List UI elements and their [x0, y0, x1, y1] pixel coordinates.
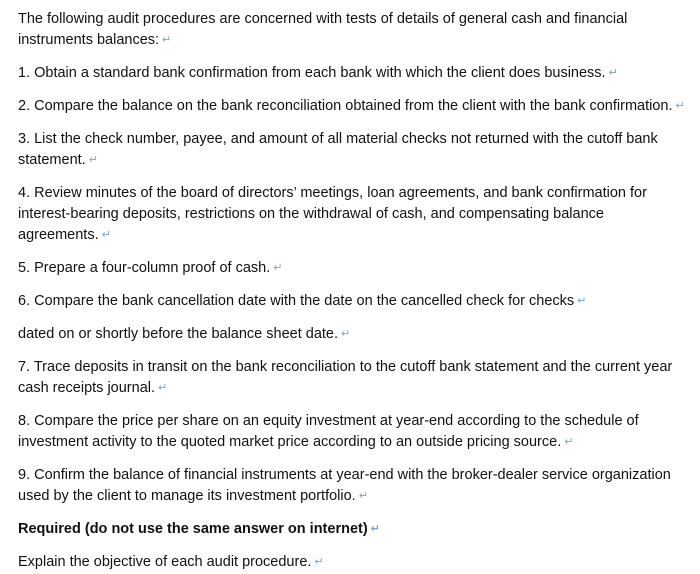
procedure-text: 6. Compare the bank cancellation date with the date on the cancelled check for checks	[18, 293, 575, 309]
procedure-text: 9. Confirm the balance of financial instruments at year-end with the broker-dealer service organization used by the client to manage its investment portfolio.	[18, 467, 671, 504]
procedure-text: 7. Trace deposits in transit on the bank reconciliation to the cutoff bank statement and the current year cash receipts journal.	[18, 359, 673, 396]
required-text: Required (do not use the same answer on internet)	[18, 521, 368, 537]
procedure-text: 4. Review minutes of the board of directors’ meetings, loan agreements, and bank confirmation for interest-bearing deposits, restrictions on the withdrawal of cash, and compensating balance agreements.	[18, 185, 647, 243]
document-body	[18, 9, 690, 574]
intro-text: The following audit procedures are concerned with tests of details of general cash and financial instruments balances:	[18, 11, 628, 48]
paragraph-mark-icon: ↵	[564, 436, 574, 448]
procedure-item-9	[18, 465, 690, 508]
procedure-text: 5. Prepare a four-column proof of cash.	[18, 260, 271, 276]
procedure-text: 1. Obtain a standard bank confirmation from each bank with which the client does business.	[18, 65, 606, 81]
paragraph-mark-icon: ↵	[675, 100, 685, 112]
paragraph-mark-icon: ↵	[273, 262, 283, 274]
paragraph-mark-icon: ↵	[101, 229, 111, 241]
procedure-item-6-continued	[18, 324, 690, 346]
paragraph-mark-icon: ↵	[577, 295, 587, 307]
procedure-item-2	[18, 96, 690, 118]
intro-paragraph	[18, 9, 690, 52]
procedure-item-6	[18, 291, 690, 313]
required-heading	[18, 519, 690, 541]
procedure-item-8	[18, 411, 690, 454]
procedure-text: 3. List the check number, payee, and amount of all material checks not returned with the cutoff bank statement.	[18, 131, 658, 168]
instruction-paragraph	[18, 552, 690, 574]
procedure-item-3	[18, 129, 690, 172]
procedure-text: dated on or shortly before the balance sheet date.	[18, 326, 339, 342]
procedure-text: 8. Compare the price per share on an equity investment at year-end according to the schedule of investment activity to the quoted market price according to an outside pricing source.	[18, 413, 639, 450]
paragraph-mark-icon: ↵	[608, 67, 618, 79]
paragraph-mark-icon: ↵	[88, 154, 98, 166]
procedure-item-4	[18, 183, 690, 247]
procedure-text: 2. Compare the balance on the bank reconciliation obtained from the client with the bank confirmation.	[18, 98, 673, 114]
instruction-text: Explain the objective of each audit procedure.	[18, 554, 312, 570]
paragraph-mark-icon: ↵	[370, 523, 380, 535]
paragraph-mark-icon: ↵	[358, 490, 368, 502]
paragraph-mark-icon: ↵	[158, 382, 168, 394]
paragraph-mark-icon: ↵	[341, 328, 351, 340]
paragraph-mark-icon: ↵	[162, 34, 172, 46]
procedure-item-1	[18, 63, 690, 85]
procedure-item-5	[18, 258, 690, 280]
procedure-item-7	[18, 357, 690, 400]
paragraph-mark-icon: ↵	[314, 556, 324, 568]
